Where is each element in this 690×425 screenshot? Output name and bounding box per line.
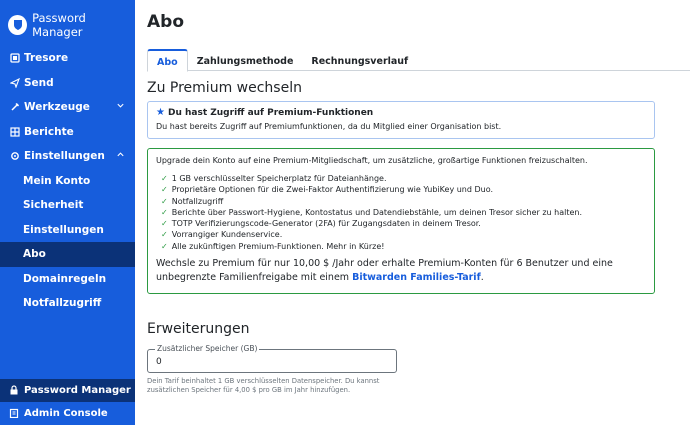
premium-heading: Zu Premium wechseln	[147, 80, 302, 96]
product-admin-console[interactable]	[0, 402, 135, 425]
nav-label: Tresore	[24, 52, 69, 65]
tools-icon	[9, 102, 20, 113]
nav-item-tresore[interactable]	[0, 46, 135, 71]
reports-icon	[9, 126, 20, 137]
feature-text: Vorrangiger Kundenservice.	[171, 230, 283, 240]
storage-label: Zusätzlicher Speicher (GB)	[157, 344, 258, 353]
nav-sub-mein-konto[interactable]: Mein Konto	[23, 174, 91, 187]
page-title: Abo	[147, 12, 185, 32]
nav-item-berichte[interactable]	[0, 120, 135, 145]
check-icon: ✓	[161, 196, 168, 206]
nav-label: Send	[24, 76, 54, 89]
premium-info-callout	[147, 101, 655, 139]
nav-label: Einstellungen	[24, 150, 105, 163]
info-title	[156, 107, 646, 118]
feature-text: Alle zukünftigen Premium-Funktionen. Mehr in Kürze!	[171, 241, 385, 251]
tab-bar	[147, 49, 690, 71]
send-icon	[9, 77, 20, 88]
sidebar	[0, 0, 135, 425]
building-icon	[9, 408, 20, 419]
check-icon: ✓	[161, 207, 168, 217]
upgrade-intro: Upgrade dein Konto auf eine Premium-Mitgliedschaft, um zusätzliche, großartige Funktionen freizuschalten.	[156, 156, 588, 165]
shield-logo-icon	[8, 15, 27, 35]
chevron-up-icon	[116, 150, 125, 162]
nav-sub-domainregeln[interactable]: Domainregeln	[23, 272, 107, 285]
tab-zahlungsmethode[interactable]: Zahlungsmethode	[196, 56, 294, 67]
tab-rechnungsverlauf[interactable]: Rechnungsverlauf	[311, 56, 409, 67]
storage-field	[147, 344, 397, 373]
nav-item-einstellungen[interactable]	[0, 144, 135, 169]
brand[interactable]	[0, 0, 135, 50]
nav-sub-sicherheit[interactable]: Sicherheit	[23, 199, 84, 212]
storage-hint: Dein Tarif beinhaltet 1 GB verschlüsselten Datenspeicher. Du kannst zusätzlichen Speicher für 4,00 $ pro GB im Jahr hinzufügen.	[147, 377, 380, 394]
lock-icon	[9, 385, 20, 396]
app-name: Password Manager	[32, 11, 86, 39]
nav-label: Werkzeuge	[24, 101, 90, 114]
gear-icon	[9, 151, 20, 162]
extensions-heading: Erweiterungen	[147, 321, 250, 337]
list-item	[161, 173, 646, 184]
nav-sub-abo[interactable]: Abo	[0, 242, 135, 267]
feature-text: Notfallzugriff	[171, 196, 224, 206]
vault-icon	[9, 53, 20, 64]
tab-abo[interactable]: Abo	[147, 49, 188, 72]
feature-text: TOTP Verifizierungscode-Generator (2FA) für Zugangsdaten in deinem Tresor.	[171, 219, 481, 229]
list-item	[161, 218, 646, 229]
main-nav	[0, 46, 135, 316]
check-icon: ✓	[161, 230, 168, 240]
product-label: Admin Console	[24, 408, 108, 419]
info-text: Du hast bereits Zugriff auf Premiumfunktionen, da du Mitglied einer Organisation bist.	[156, 122, 502, 131]
list-item	[161, 241, 646, 252]
check-icon: ✓	[161, 241, 168, 251]
chevron-down-icon	[116, 101, 125, 113]
list-item	[161, 196, 646, 207]
list-item	[161, 207, 646, 218]
feature-text: Proprietäre Optionen für die Zwei-Faktor Authentifizierung wie YubiKey und Duo.	[171, 185, 494, 195]
feature-text: Berichte über Passwort-Hygiene, Kontostatus und Datendiebstähle, um deinen Tresor sicher zu halten.	[171, 207, 582, 217]
main-content	[135, 0, 690, 425]
list-item	[161, 229, 646, 240]
check-icon: ✓	[161, 185, 168, 195]
nav-label: Berichte	[24, 125, 74, 138]
nav-sub-einstellungen[interactable]: Einstellungen	[23, 223, 104, 236]
nav-sub-notfallzugriff[interactable]: Notfallzugriff	[23, 297, 102, 310]
premium-upgrade-box	[147, 148, 655, 294]
upgrade-text-body: Wechsle zu Premium für nur 10,00 $ /Jahr oder erhalte Premium-Konten für 6 Benutzer und eine unbegrenzte Familienfreigabe mit einem	[156, 258, 613, 284]
nav-item-send[interactable]	[0, 71, 135, 96]
families-plan-link[interactable]: Bitwarden Families-Tarif	[352, 272, 481, 284]
list-item	[161, 184, 646, 195]
info-title-text: Du hast Zugriff auf Premium-Funktionen	[167, 107, 374, 118]
check-icon: ✓	[161, 174, 168, 183]
product-switcher	[0, 379, 135, 425]
star-icon: ★	[156, 107, 165, 118]
feature-list	[161, 173, 646, 252]
product-label: Password Manager	[24, 385, 131, 396]
nav-item-werkzeuge[interactable]	[0, 95, 135, 120]
product-password-manager[interactable]	[0, 379, 135, 402]
storage-input[interactable]	[156, 357, 356, 367]
check-icon: ✓	[161, 219, 168, 229]
feature-text: 1 GB verschlüsselter Speicherplatz für Dateianhänge.	[171, 174, 387, 183]
upgrade-text	[156, 257, 646, 285]
upgrade-text-end: .	[480, 272, 484, 284]
